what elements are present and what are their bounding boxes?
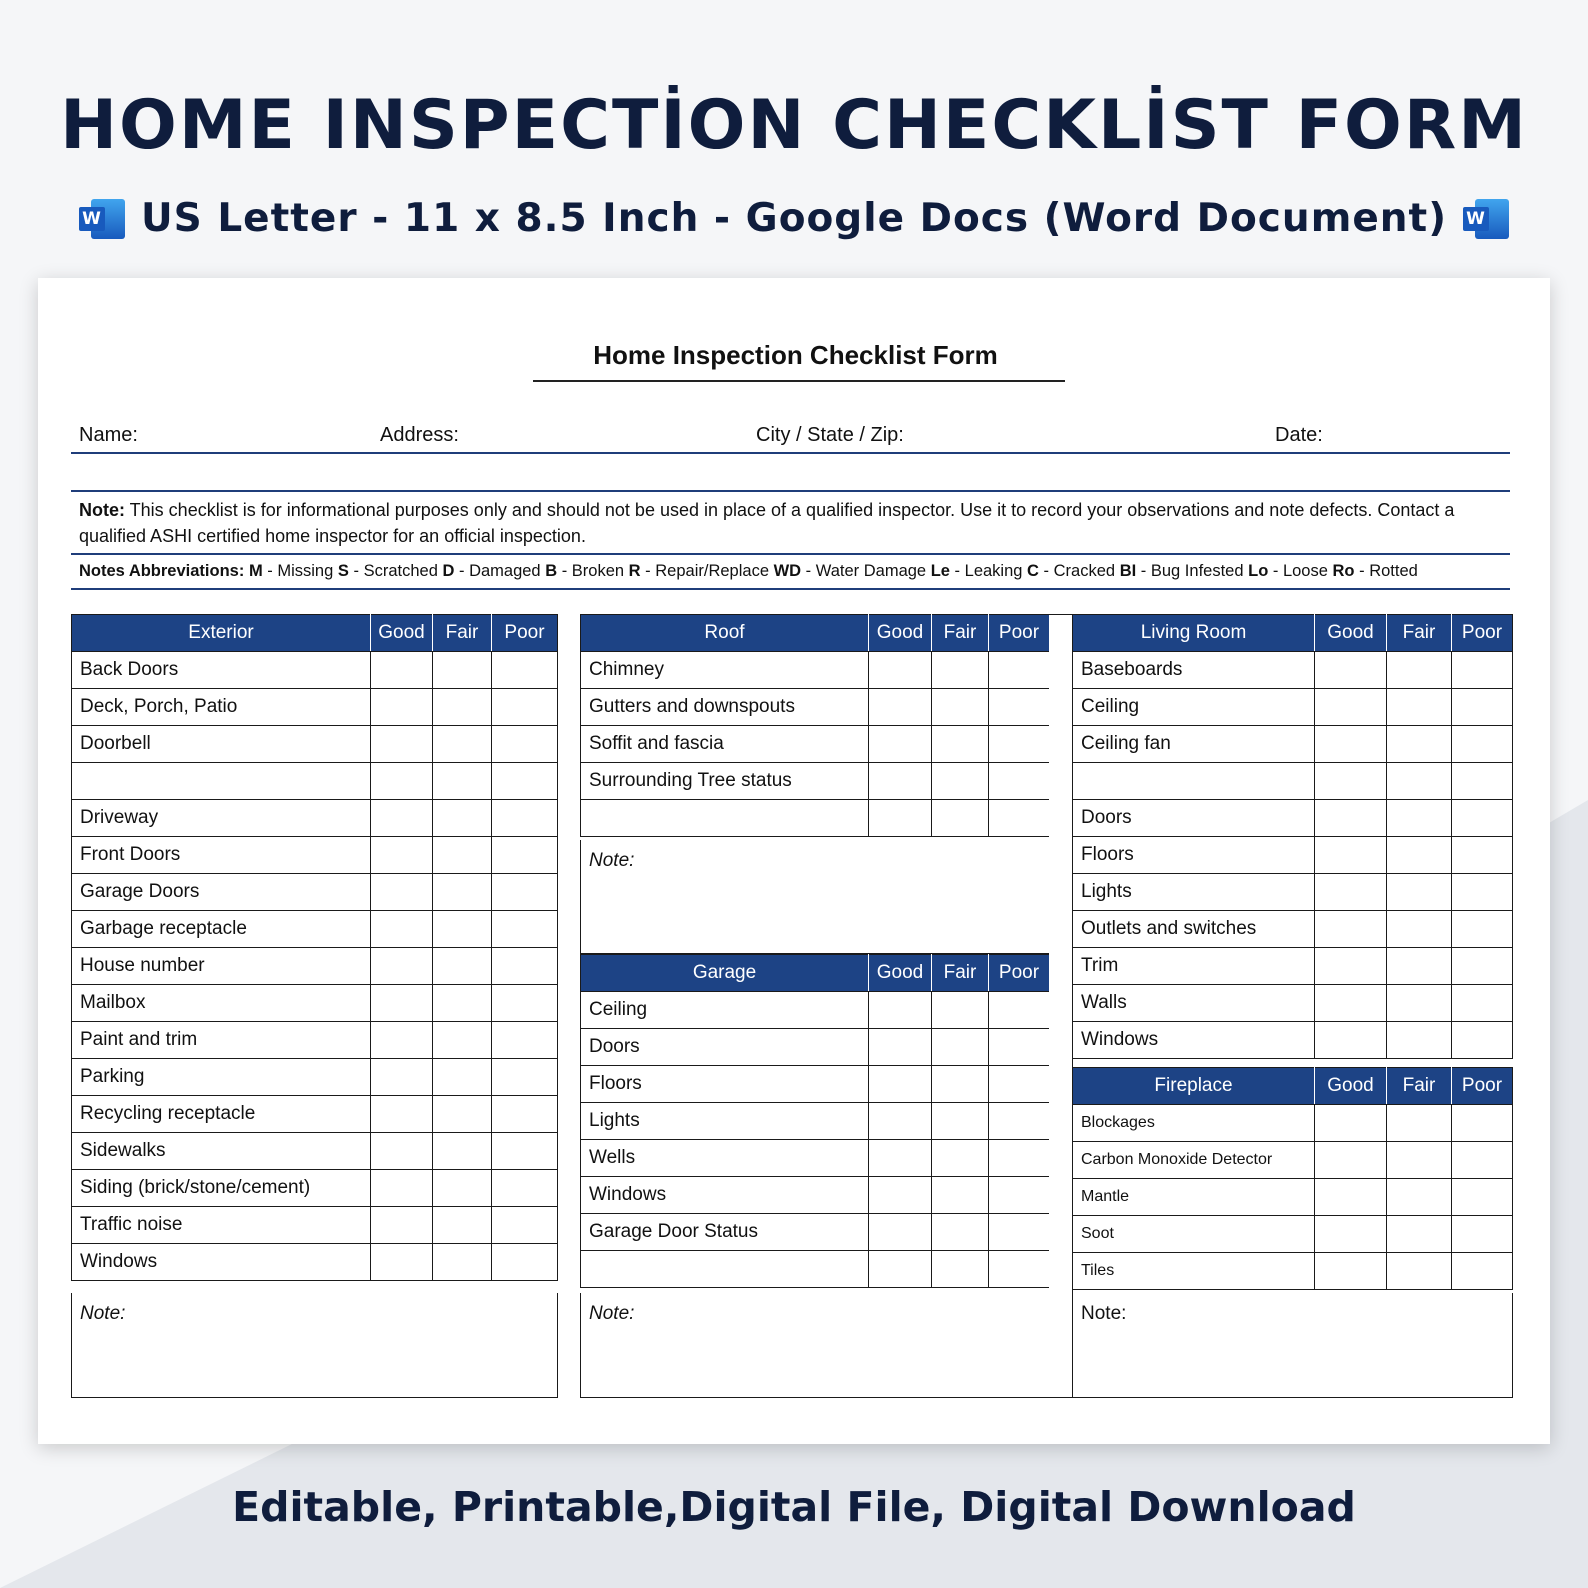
table-row	[581, 689, 1050, 726]
banner-subtitle-row	[0, 196, 1588, 241]
checklist-item-label: Lights	[581, 1103, 869, 1140]
rating-cell-fair[interactable]	[932, 1214, 989, 1251]
rating-cell-good[interactable]	[1315, 1216, 1387, 1253]
table-row	[1073, 1179, 1513, 1216]
word-document-icon: W	[79, 197, 125, 241]
table-row	[581, 1214, 1050, 1251]
exterior-table	[71, 614, 558, 1281]
checklist-item-label: Paint and trim	[72, 1022, 371, 1059]
abbreviation-entry: WD - Water Damage	[773, 562, 927, 580]
rating-cell-fair[interactable]	[932, 763, 989, 800]
checklist-item-label: Parking	[72, 1059, 371, 1096]
rating-cell-fair[interactable]	[433, 1096, 492, 1133]
rating-cell-good[interactable]	[371, 800, 433, 837]
date-field-label[interactable]: Date:	[1275, 424, 1323, 446]
rating-cell-good[interactable]	[869, 1251, 932, 1288]
checklist-item-label: Doorbell	[72, 726, 371, 763]
checklist-item-label	[1073, 763, 1315, 800]
garage-table	[580, 954, 1050, 1288]
rating-cell-poor[interactable]	[989, 1066, 1050, 1103]
word-document-icon: W	[1463, 197, 1509, 241]
rating-cell-fair[interactable]	[433, 1133, 492, 1170]
checklist-item-label: Carbon Monoxide Detector	[1073, 1142, 1315, 1179]
banner-subtitle: US Letter - 11 x 8.5 Inch - Google Docs (Word Document)	[140, 196, 1448, 241]
rating-cell-poor[interactable]	[1452, 800, 1513, 837]
table-row	[1073, 948, 1513, 985]
rating-cell-fair[interactable]	[1387, 689, 1452, 726]
rating-cell-poor[interactable]	[989, 726, 1050, 763]
rating-cell-fair[interactable]	[932, 652, 989, 689]
rating-cell-poor[interactable]	[492, 874, 558, 911]
garage-section-title: Garage	[581, 955, 869, 992]
checklist-item-label: Doors	[581, 1029, 869, 1066]
table-row	[1073, 763, 1513, 800]
rating-cell-poor[interactable]	[1452, 911, 1513, 948]
checklist-item-label: Trim	[1073, 948, 1315, 985]
rating-cell-fair[interactable]	[1387, 874, 1452, 911]
rating-cell-good[interactable]	[371, 689, 433, 726]
rating-cell-good[interactable]	[1315, 652, 1387, 689]
rating-cell-poor[interactable]	[492, 911, 558, 948]
rating-cell-fair[interactable]	[1387, 652, 1452, 689]
roof-table	[580, 614, 1050, 837]
roof-section-title: Roof	[581, 615, 869, 652]
rating-cell-poor[interactable]	[492, 800, 558, 837]
rating-cell-good[interactable]	[869, 1029, 932, 1066]
rating-cell-good[interactable]	[1315, 763, 1387, 800]
rating-cell-fair[interactable]	[433, 1022, 492, 1059]
rating-cell-fair[interactable]	[1387, 1179, 1452, 1216]
abbreviation-entry: BI - Bug Infested	[1119, 562, 1244, 580]
rating-cell-poor[interactable]	[989, 1251, 1050, 1288]
rating-cell-good[interactable]	[1315, 726, 1387, 763]
checklist-item-label: Ceiling	[1073, 689, 1315, 726]
rating-cell-fair[interactable]	[932, 1103, 989, 1140]
rating-cell-good[interactable]	[1315, 948, 1387, 985]
checklist-item-label: Ceiling	[581, 992, 869, 1029]
checklist-item-label: Sidewalks	[72, 1133, 371, 1170]
table-row	[72, 837, 558, 874]
checklist-item-label: Windows	[72, 1244, 371, 1281]
rating-cell-poor[interactable]	[989, 1177, 1050, 1214]
rating-cell-good[interactable]	[1315, 1179, 1387, 1216]
address-field-label[interactable]: Address:	[380, 424, 459, 446]
checklist-item-label: Ceiling fan	[1073, 726, 1315, 763]
rating-cell-fair[interactable]	[433, 763, 492, 800]
fireplace-note-box[interactable]	[1072, 1293, 1513, 1398]
rating-cell-good[interactable]	[371, 837, 433, 874]
table-row	[72, 874, 558, 911]
checklist-item-label: Walls	[1073, 985, 1315, 1022]
rating-cell-good[interactable]	[869, 689, 932, 726]
checklist-item-label: Front Doors	[72, 837, 371, 874]
checklist-item-label	[581, 1251, 869, 1288]
rating-cell-good[interactable]	[1315, 1022, 1387, 1059]
rating-cell-poor[interactable]	[989, 689, 1050, 726]
table-row	[72, 948, 558, 985]
checklist-item-label: Deck, Porch, Patio	[72, 689, 371, 726]
table-row	[1073, 874, 1513, 911]
rating-cell-fair[interactable]	[433, 1207, 492, 1244]
abbreviation-entry: M - Missing	[248, 562, 334, 580]
rating-cell-poor[interactable]	[989, 652, 1050, 689]
table-row	[72, 1207, 558, 1244]
rating-cell-poor[interactable]	[989, 1103, 1050, 1140]
rating-cell-fair[interactable]	[433, 874, 492, 911]
rating-cell-poor[interactable]	[1452, 1216, 1513, 1253]
rating-header-poor: Poor	[492, 615, 558, 652]
rating-cell-poor[interactable]	[492, 1022, 558, 1059]
table-row	[581, 1029, 1050, 1066]
table-row	[1073, 985, 1513, 1022]
rating-cell-poor[interactable]	[989, 1029, 1050, 1066]
table-row	[581, 652, 1050, 689]
rating-cell-good[interactable]	[1315, 985, 1387, 1022]
rating-cell-poor[interactable]	[1452, 948, 1513, 985]
abbreviation-entry: Lo - Loose	[1248, 562, 1328, 580]
rating-cell-fair[interactable]	[433, 985, 492, 1022]
rating-cell-poor[interactable]	[1452, 1105, 1513, 1142]
rating-cell-fair[interactable]	[433, 800, 492, 837]
checklist-item-label: Recycling receptacle	[72, 1096, 371, 1133]
rating-cell-fair[interactable]	[433, 948, 492, 985]
table-row	[581, 1066, 1050, 1103]
rating-cell-good[interactable]	[1315, 1105, 1387, 1142]
table-row	[1073, 689, 1513, 726]
rating-header-good: Good	[1315, 615, 1387, 652]
rating-cell-poor[interactable]	[492, 985, 558, 1022]
rating-cell-poor[interactable]	[492, 689, 558, 726]
exterior-header-row	[72, 615, 558, 652]
table-row	[72, 1096, 558, 1133]
checklist-item-label: Back Doors	[72, 652, 371, 689]
abbreviation-entry: S - Scratched	[337, 562, 438, 580]
checklist-item-label: Soffit and fascia	[581, 726, 869, 763]
checklist-item-label: Mantle	[1073, 1179, 1315, 1216]
abbreviations-legend: Notes Abbreviations: M - Missing S - Scratched D - Damaged B - Broken R - Repair/Replace WD - Water Damage Le - Leaking C - Cracked BI - Bug Infested Lo - Loose Ro - Rotted	[79, 562, 1418, 580]
checklist-item-label: Baseboards	[1073, 652, 1315, 689]
abbreviation-entry: Le - Leaking	[930, 562, 1023, 580]
rating-cell-fair[interactable]	[433, 1244, 492, 1281]
living-room-table	[1072, 614, 1513, 1059]
abbreviation-entry: B - Broken	[545, 562, 625, 580]
rating-cell-poor[interactable]	[492, 1207, 558, 1244]
checklist-item-label: Siding (brick/stone/cement)	[72, 1170, 371, 1207]
checklist-item-label: House number	[72, 948, 371, 985]
table-row	[72, 763, 558, 800]
rating-cell-good[interactable]	[1315, 874, 1387, 911]
table-row	[581, 763, 1050, 800]
rating-cell-fair[interactable]	[1387, 1216, 1452, 1253]
fireplace-note-label: Note:	[1081, 1303, 1127, 1324]
checklist-item-label: Traffic noise	[72, 1207, 371, 1244]
rating-header-fair: Fair	[932, 615, 989, 652]
rating-cell-good[interactable]	[371, 1096, 433, 1133]
living_room-header-row	[1073, 615, 1513, 652]
rating-cell-good[interactable]	[869, 800, 932, 837]
table-row	[581, 1140, 1050, 1177]
rating-cell-good[interactable]	[371, 911, 433, 948]
rating-cell-poor[interactable]	[989, 800, 1050, 837]
exterior-section-title: Exterior	[72, 615, 371, 652]
checklist-item-label: Tiles	[1073, 1253, 1315, 1290]
table-row	[581, 1251, 1050, 1288]
rating-cell-poor[interactable]	[989, 992, 1050, 1029]
table-row	[72, 689, 558, 726]
rating-cell-fair[interactable]	[433, 1059, 492, 1096]
checklist-item-label: Surrounding Tree status	[581, 763, 869, 800]
table-row	[72, 726, 558, 763]
rating-cell-good[interactable]	[371, 1022, 433, 1059]
checklist-item-label: Windows	[581, 1177, 869, 1214]
rating-cell-good[interactable]	[869, 1177, 932, 1214]
rating-cell-poor[interactable]	[492, 1096, 558, 1133]
checklist-item-label: Outlets and switches	[1073, 911, 1315, 948]
table-row	[581, 726, 1050, 763]
rating-cell-good[interactable]	[869, 652, 932, 689]
table-row	[1073, 1142, 1513, 1179]
table-row	[72, 985, 558, 1022]
rating-cell-fair[interactable]	[932, 726, 989, 763]
rating-cell-poor[interactable]	[1452, 1022, 1513, 1059]
rating-cell-good[interactable]	[1315, 689, 1387, 726]
checklist-item-label: Mailbox	[72, 985, 371, 1022]
table-row	[72, 1059, 558, 1096]
rating-cell-fair[interactable]	[1387, 948, 1452, 985]
rating-cell-poor[interactable]	[1452, 726, 1513, 763]
rating-header-fair: Fair	[1387, 1068, 1452, 1105]
table-row	[1073, 911, 1513, 948]
garage-note-label: Note:	[589, 1303, 635, 1324]
table-row	[581, 800, 1050, 837]
rating-cell-fair[interactable]	[1387, 763, 1452, 800]
rating-cell-fair[interactable]	[433, 726, 492, 763]
rating-cell-poor[interactable]	[492, 1059, 558, 1096]
living_room-section-title: Living Room	[1073, 615, 1315, 652]
roof-note-box[interactable]	[580, 840, 1050, 954]
rating-cell-poor[interactable]	[1452, 874, 1513, 911]
rating-cell-fair[interactable]	[433, 1170, 492, 1207]
disclaimer-note: Note: This checklist is for informational purposes only and should not be used in place of a qualified inspector. Use it to record your observations and note defects. Contact a qualified ASHI certified home inspector for an official inspection.	[79, 500, 1455, 546]
rating-cell-fair[interactable]	[433, 911, 492, 948]
rating-cell-good[interactable]	[371, 874, 433, 911]
rating-cell-fair[interactable]	[433, 689, 492, 726]
checklist-item-label: Floors	[581, 1066, 869, 1103]
checklist-item-label	[581, 800, 869, 837]
rating-cell-poor[interactable]	[1452, 1179, 1513, 1216]
rating-cell-poor[interactable]	[989, 1214, 1050, 1251]
rating-cell-fair[interactable]	[1387, 985, 1452, 1022]
form-title: Home Inspection Checklist Form	[593, 340, 998, 370]
rating-cell-poor[interactable]	[492, 652, 558, 689]
rating-cell-fair[interactable]	[433, 652, 492, 689]
table-row	[581, 1103, 1050, 1140]
table-row	[72, 911, 558, 948]
rating-cell-fair[interactable]	[932, 1066, 989, 1103]
rating-cell-fair[interactable]	[1387, 726, 1452, 763]
table-row	[72, 1133, 558, 1170]
rating-header-good: Good	[869, 955, 932, 992]
rating-cell-poor[interactable]	[492, 763, 558, 800]
checklist-item-label: Chimney	[581, 652, 869, 689]
rating-cell-good[interactable]	[1315, 800, 1387, 837]
table-row	[1073, 726, 1513, 763]
rating-cell-good[interactable]	[371, 763, 433, 800]
rating-cell-poor[interactable]	[1452, 985, 1513, 1022]
rating-cell-poor[interactable]	[492, 726, 558, 763]
rating-header-poor: Poor	[1452, 1068, 1513, 1105]
rating-cell-good[interactable]	[1315, 911, 1387, 948]
note-bottom-divider	[71, 553, 1510, 555]
rating-cell-good[interactable]	[371, 948, 433, 985]
rating-header-fair: Fair	[932, 955, 989, 992]
checklist-item-label: Lights	[1073, 874, 1315, 911]
exterior-note-label: Note:	[80, 1303, 126, 1324]
table-row	[1073, 652, 1513, 689]
form-title-underline	[533, 380, 1065, 382]
checklist-item-label: Gutters and downspouts	[581, 689, 869, 726]
rating-cell-good[interactable]	[1315, 1253, 1387, 1290]
rating-cell-poor[interactable]	[1452, 689, 1513, 726]
table-row	[1073, 1022, 1513, 1059]
rating-cell-fair[interactable]	[932, 1251, 989, 1288]
table-row	[1073, 1216, 1513, 1253]
rating-cell-fair[interactable]	[932, 1140, 989, 1177]
roof-note-label: Note:	[589, 850, 635, 871]
fireplace-table	[1072, 1067, 1513, 1290]
abbreviation-entry: D - Damaged	[442, 562, 541, 580]
rating-cell-fair[interactable]	[1387, 837, 1452, 874]
fields-divider	[71, 452, 1510, 454]
table-row	[581, 992, 1050, 1029]
rating-cell-good[interactable]	[869, 1214, 932, 1251]
rating-cell-poor[interactable]	[1452, 1253, 1513, 1290]
rating-cell-fair[interactable]	[1387, 800, 1452, 837]
rating-cell-good[interactable]	[371, 1170, 433, 1207]
rating-header-good: Good	[869, 615, 932, 652]
rating-cell-poor[interactable]	[492, 1244, 558, 1281]
abbreviations-divider	[71, 588, 1510, 590]
abbreviation-entry: R - Repair/Replace	[628, 562, 769, 580]
rating-cell-good[interactable]	[371, 1059, 433, 1096]
rating-cell-good[interactable]	[869, 726, 932, 763]
table-row	[1073, 800, 1513, 837]
checklist-item-label	[72, 763, 371, 800]
rating-cell-good[interactable]	[1315, 837, 1387, 874]
table-row	[1073, 837, 1513, 874]
rating-cell-fair[interactable]	[433, 837, 492, 874]
rating-header-fair: Fair	[433, 615, 492, 652]
rating-cell-good[interactable]	[1315, 1142, 1387, 1179]
rating-cell-fair[interactable]	[932, 689, 989, 726]
table-row	[72, 1244, 558, 1281]
checklist-item-label: Soot	[1073, 1216, 1315, 1253]
exterior-note-box[interactable]	[71, 1293, 558, 1398]
table-row	[72, 1022, 558, 1059]
rating-cell-good[interactable]	[371, 1207, 433, 1244]
checklist-item-label: Wells	[581, 1140, 869, 1177]
checklist-item-label: Garage Door Status	[581, 1214, 869, 1251]
checklist-item-label: Garage Doors	[72, 874, 371, 911]
garage-note-box[interactable]	[580, 1293, 1050, 1398]
rating-header-fair: Fair	[1387, 615, 1452, 652]
table-row	[72, 652, 558, 689]
rating-cell-good[interactable]	[371, 985, 433, 1022]
rating-cell-good[interactable]	[371, 1133, 433, 1170]
checklist-item-label: Garbage receptacle	[72, 911, 371, 948]
rating-cell-poor[interactable]	[1452, 652, 1513, 689]
garage-header-row	[581, 955, 1050, 992]
rating-cell-poor[interactable]	[1452, 1142, 1513, 1179]
rating-cell-good[interactable]	[371, 1244, 433, 1281]
rating-header-poor: Poor	[1452, 615, 1513, 652]
rating-cell-fair[interactable]	[1387, 1022, 1452, 1059]
rating-cell-fair[interactable]	[932, 1029, 989, 1066]
note-top-divider	[71, 490, 1510, 492]
rating-cell-poor[interactable]	[1452, 837, 1513, 874]
rating-cell-poor[interactable]	[989, 1140, 1050, 1177]
rating-header-poor: Poor	[989, 615, 1050, 652]
rating-header-good: Good	[1315, 1068, 1387, 1105]
checklist-item-label: Driveway	[72, 800, 371, 837]
rating-cell-poor[interactable]	[492, 1133, 558, 1170]
rating-cell-poor[interactable]	[1452, 763, 1513, 800]
rating-cell-poor[interactable]	[492, 837, 558, 874]
rating-cell-fair[interactable]	[932, 992, 989, 1029]
rating-cell-good[interactable]	[371, 652, 433, 689]
rating-header-poor: Poor	[989, 955, 1050, 992]
rating-cell-fair[interactable]	[932, 1177, 989, 1214]
column-spacer	[1049, 614, 1073, 1398]
rating-cell-poor[interactable]	[989, 763, 1050, 800]
rating-cell-poor[interactable]	[492, 948, 558, 985]
table-row	[72, 1170, 558, 1207]
city-state-zip-field-label[interactable]: City / State / Zip:	[756, 424, 904, 446]
checklist-item-label: Doors	[1073, 800, 1315, 837]
abbreviation-entry: Ro - Rotted	[1332, 562, 1418, 580]
checklist-item-label: Blockages	[1073, 1105, 1315, 1142]
table-row	[1073, 1105, 1513, 1142]
footer-tagline: Editable, Printable,Digital File, Digital Download	[232, 1483, 1356, 1531]
table-row	[72, 800, 558, 837]
table-row	[1073, 1253, 1513, 1290]
checklist-item-label: Windows	[1073, 1022, 1315, 1059]
abbreviation-entry: C - Cracked	[1027, 562, 1116, 580]
rating-cell-fair[interactable]	[1387, 1253, 1452, 1290]
rating-header-good: Good	[371, 615, 433, 652]
rating-cell-fair[interactable]	[1387, 1142, 1452, 1179]
rating-cell-good[interactable]	[869, 763, 932, 800]
rating-cell-fair[interactable]	[932, 800, 989, 837]
rating-cell-fair[interactable]	[1387, 1105, 1452, 1142]
rating-cell-good[interactable]	[869, 1066, 932, 1103]
roof-header-row	[581, 615, 1050, 652]
rating-cell-good[interactable]	[869, 1103, 932, 1140]
rating-cell-good[interactable]	[371, 726, 433, 763]
checklist-item-label: Floors	[1073, 837, 1315, 874]
fireplace-header-row	[1073, 1068, 1513, 1105]
banner-title: HOME INSPECTİON CHECKLİST FORM	[60, 86, 1528, 165]
fireplace-section-title: Fireplace	[1073, 1068, 1315, 1105]
rating-cell-fair[interactable]	[1387, 911, 1452, 948]
rating-cell-good[interactable]	[869, 992, 932, 1029]
rating-cell-good[interactable]	[869, 1140, 932, 1177]
table-row	[581, 1177, 1050, 1214]
name-field-label[interactable]: Name:	[79, 424, 138, 446]
rating-cell-poor[interactable]	[492, 1170, 558, 1207]
